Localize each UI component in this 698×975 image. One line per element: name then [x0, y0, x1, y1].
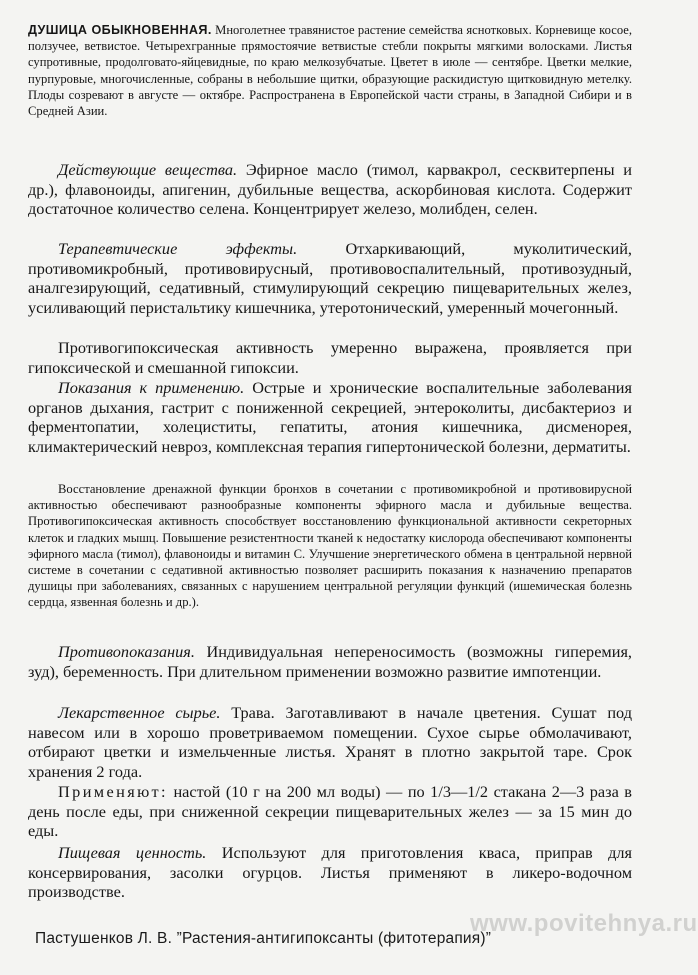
plant-title: ДУШИЦА ОБЫКНОВЕННАЯ.: [28, 23, 212, 37]
food-value-label: Пищевая ценность.: [58, 843, 207, 862]
usage-label: Применяют:: [58, 782, 168, 801]
usage-section: [28, 782, 632, 841]
indications-text: Острые и хронические воспалительные заболевания органов дыхания, гастрит с пониженной секрецией, энтероколиты, дисбактериоз и ферментопатии, холециститы, гепатиты, атония кишечника, дисменорея, климактерический невроз, комплексная терапия гипертонической болезни, дерматиты.: [28, 378, 632, 456]
source-citation: Пастушенков Л. В. ”Растения-антигипоксанты (фитотерапия)”: [35, 930, 492, 947]
therapeutic-effects-text: Отхаркивающий, муколитический, противомикробный, противовирусный, противовоспалительный, противозудный, аналгезирующий, седативный, стимулирующий секрецию пищеварительных желез, усиливающий перистальтику кишечника, утеротонический, умеренный мочегонный.: [28, 239, 632, 317]
raw-material-section: [28, 703, 632, 781]
active-substances-text: Эфирное масло (тимол, карвакрол, сесквитерпены и др.), флавоноиды, апигенин, дубильные вещества, аскорбиновая кислота. Содержит достаточное количество селена. Концентрирует железо, молибден, селен.: [28, 160, 632, 219]
indications-label: Показания к применению.: [58, 378, 245, 397]
therapeutic-effects-section: [28, 239, 632, 317]
site-watermark: www.povitehnya.ru: [470, 910, 698, 937]
raw-material-label: Лекарственное сырье.: [58, 703, 221, 722]
raw-material-text: Трава. Заготавливают в начале цветения. Сушат под навесом или в хорошо проветриваемом помещении. Сухое сырье обмолачивают, отбирают цветки и измельченные листья. Хранят в плотно закрытой таре. Срок хранения 2 года.: [28, 703, 632, 781]
contraindications-label: Противопоказания.: [58, 642, 195, 661]
contraindications-section: [28, 642, 632, 681]
food-value-section: [28, 843, 632, 902]
therapeutic-effects-label: Терапевтические эффекты.: [58, 239, 298, 258]
food-value-text: Используют для приготовления кваса, приправ для консервирования, засолки огурцов. Листья применяют в ликеро-водочном производстве.: [28, 843, 632, 902]
usage-text: настой (10 г на 200 мл воды) — по 1/3—1/2 стакана 2—3 раза в день после еды, при сниженной секреции пищеварительных желез — за 15 мин до еды.: [28, 782, 632, 841]
antihypoxic-section: [28, 338, 632, 377]
pharmacology-note-text: Восстановление дренажной функции бронхов в сочетании с противомикробной и противовирусной активностью обеспечивают разнообразные компоненты эфирного масла и дубильные вещества. Противогипоксическая активность способствует восстановлению функциональной активности секреторных клеток и гладких мышц. Повышение резистентности тканей к недостатку кислорода обеспечивают компоненты эфирного масла (тимол), флавоноиды и витамин С. Улучшение энергетического обмена в центральной нервной системе в сочетании с седативной активностью позволяет расширить показания к назначению препаратов душицы при заболеваниях, связанных с нарушением центральной регуляции функций (ишемическая болезнь сердца, язвенная болезнь и др.).: [28, 482, 632, 610]
contraindications-text: Индивидуальная непереносимость (возможны гиперемия, зуд), беременность. При длительном применении возможно развитие импотенции.: [28, 642, 632, 681]
active-substances-section: [28, 160, 632, 219]
antihypoxic-text: Противогипоксическая активность умеренно выражена, проявляется при гипоксической и смешанной гипоксии.: [28, 338, 632, 377]
active-substances-label: Действующие вещества.: [58, 160, 238, 179]
indications-section: [28, 378, 632, 456]
plant-description: [28, 22, 632, 119]
description-text: Многолетнее травянистое растение семейства яснотковых. Корневище косое, ползучее, ветвистое. Четырехгранные прямостоячие ветвистые стебли покрыты мягкими волосками. Листья супротивные, продолговато-яйцевидные, по краю мелкозубчатые. Цветет в июле — сентябре. Цветки мелкие, пурпуровые, многочисленные, собраны в небольшие щитки, образующие раскидистую щитковидную метелку. Плоды созревают в августе — октябре. Распространена в Европейской части страны, в Западной Сибири и в Средней Азии.: [28, 23, 633, 119]
pharmacology-note: [28, 481, 632, 611]
